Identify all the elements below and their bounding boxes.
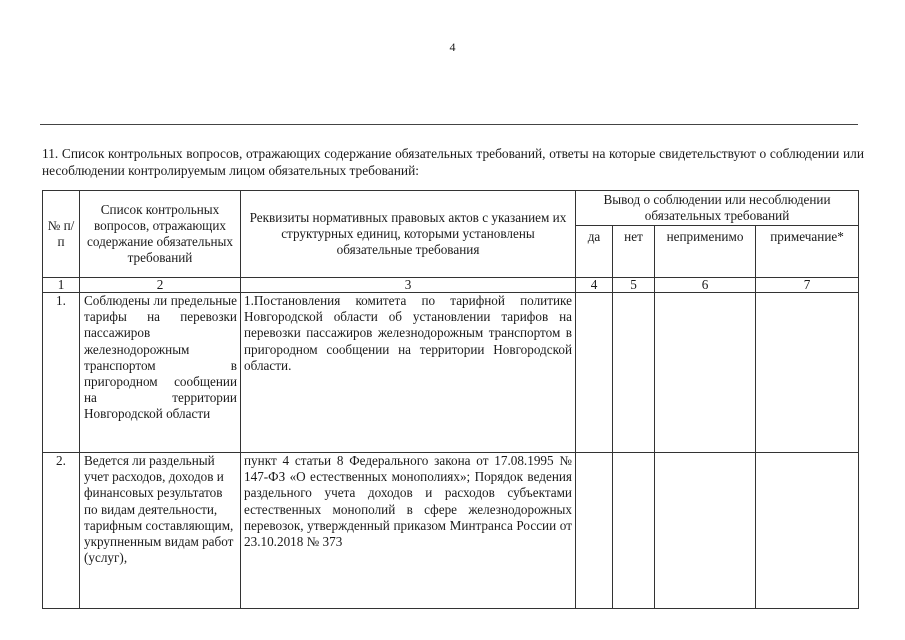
- header-requisites: Реквизиты нормативных правовых актов с указанием их структурных единиц, которыми установлены обязательные требования: [241, 191, 576, 278]
- header-yes: да: [576, 226, 613, 278]
- header-rule: [40, 124, 858, 125]
- row-number: 1.: [43, 293, 80, 453]
- requirements-table: [42, 190, 859, 609]
- column-number: 2: [80, 278, 241, 293]
- table-row: [43, 453, 859, 609]
- question-text: Соблюдены ли предельные тарифы на перевозки пассажиров железнодорожным транспортом в пригородном сообщении на территории Новгородской области: [80, 293, 241, 453]
- answer-not-applicable-cell: [655, 453, 756, 609]
- column-number: 3: [241, 278, 576, 293]
- table-row: [43, 293, 859, 453]
- page-number: 4: [449, 40, 456, 54]
- answer-not-applicable-cell: [655, 293, 756, 453]
- header-conclusion: Вывод о соблюдении или несоблюдении обязательных требований: [576, 191, 859, 226]
- header-num: № п/п: [43, 191, 80, 278]
- column-number: 7: [756, 278, 859, 293]
- column-number: 1: [43, 278, 80, 293]
- column-number: 4: [576, 278, 613, 293]
- header-questions: Список контрольных вопросов, отражающих содержание обязательных требований: [80, 191, 241, 278]
- row-number: 2.: [43, 453, 80, 609]
- answer-note-cell: [756, 293, 859, 453]
- answer-yes-cell: [576, 293, 613, 453]
- header-note: примечание*: [756, 226, 859, 278]
- answer-no-cell: [613, 293, 655, 453]
- answer-note-cell: [756, 453, 859, 609]
- column-number: 6: [655, 278, 756, 293]
- answer-yes-cell: [576, 453, 613, 609]
- header-no: нет: [613, 226, 655, 278]
- header-not-applicable: неприменимо: [655, 226, 756, 278]
- section-heading: 11. Список контрольных вопросов, отражающих содержание обязательных требований, ответы на которые свидетельствуют о соблюдении или несоблюдении контролируемым лицом обязательных требований:: [42, 146, 864, 178]
- requisites-text: пункт 4 статьи 8 Федерального закона от 17.08.1995 № 147-ФЗ «О естественных монополиях»; Порядок ведения раздельного учета доходов и расходов субъектами естественных монополий в сфере железнодорожных перевозок, утвержденный приказом Минтранса России от 23.10.2018 № 373: [241, 453, 576, 609]
- header-row-top: [43, 191, 859, 226]
- column-number-row: [43, 278, 859, 293]
- answer-no-cell: [613, 453, 655, 609]
- requisites-text: 1.Постановления комитета по тарифной политике Новгородской области об установлении тарифов на перевозки пассажиров железнодорожным транспортом в пригородном сообщении на территории Новгородской области.: [241, 293, 576, 453]
- column-number: 5: [613, 278, 655, 293]
- question-text: Ведется ли раздельный учет расходов, доходов и финансовых результатов по видам деятельности, тарифным составляющим, укрупненным видам работ (услуг),: [80, 453, 241, 609]
